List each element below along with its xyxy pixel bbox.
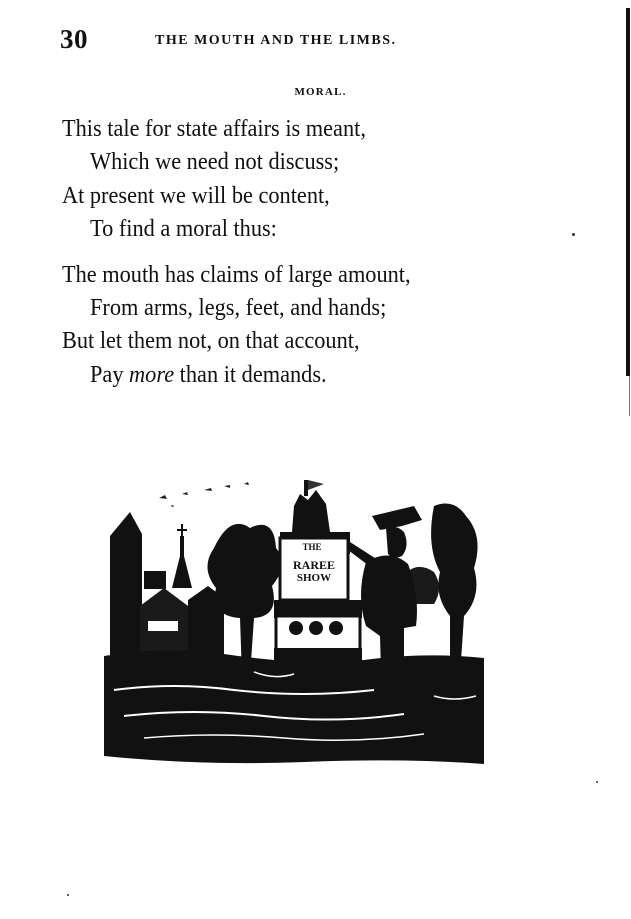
paper-speck	[572, 233, 575, 236]
sign-text-show: SHOW	[296, 572, 332, 584]
page-edge-rule	[626, 8, 630, 376]
sky-marks	[159, 482, 249, 507]
raree-show-woodcut	[104, 476, 484, 771]
verse-line: This tale for state affairs is meant,	[62, 116, 366, 142]
section-title: MORAL.	[294, 86, 347, 98]
verse-line: The mouth has claims of large amount,	[62, 262, 411, 288]
paper-speck	[67, 894, 69, 896]
page-number: 30	[60, 24, 88, 54]
verse-word: than it demands.	[179, 362, 327, 388]
running-head: THE MOUTH AND THE LIMBS.	[155, 33, 397, 48]
sign-text-raree: RAREE	[292, 558, 336, 572]
emphasized-word: more	[129, 362, 175, 388]
paper-speck	[596, 781, 598, 783]
verse-line: From arms, legs, feet, and hands;	[90, 295, 387, 321]
verse-line: Which we need not discuss;	[90, 149, 340, 175]
sign-text-the: THE	[302, 542, 322, 552]
verse-word: Pay	[90, 362, 124, 388]
verse-line: But let them not, on that account,	[62, 328, 360, 354]
verse-line: To find a moral thus:	[90, 216, 277, 242]
page-edge-rule-thin	[629, 376, 630, 416]
verse-line-last	[90, 363, 327, 387]
verse-line: At present we will be content,	[62, 183, 330, 209]
